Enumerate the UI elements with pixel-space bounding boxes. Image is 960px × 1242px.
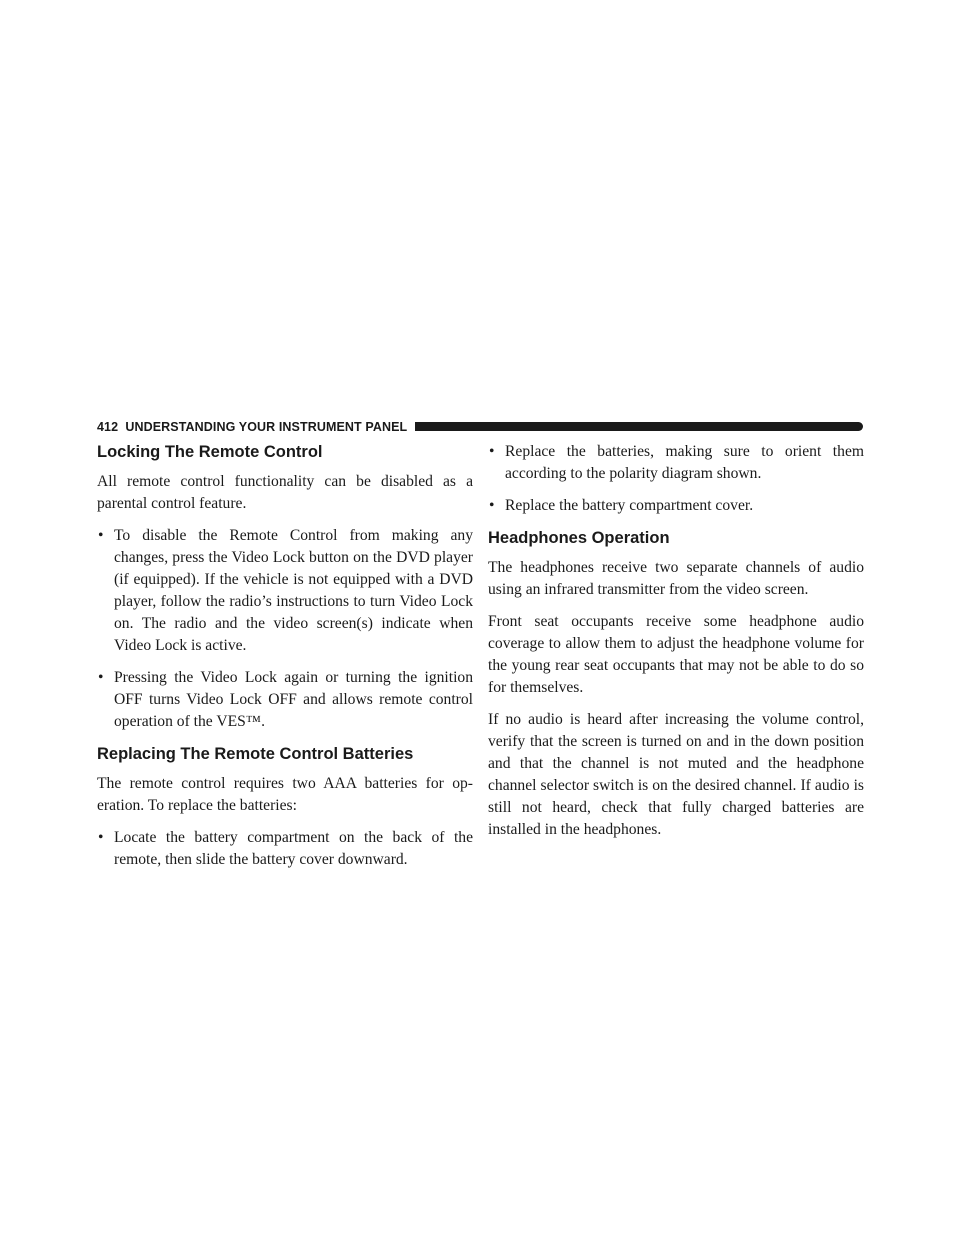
heading-batteries: Replacing The Remote Control Batteries <box>97 745 414 763</box>
bullet-list <box>488 441 864 517</box>
section-headphones <box>488 527 864 841</box>
section-batteries <box>97 743 473 871</box>
list-item: • Locate the battery compartment on the back of the remote, then slide the battery cover downward. <box>98 829 473 868</box>
bullet-icon: • <box>98 669 104 686</box>
list-item: • To disable the Remote Control from making any changes, press the Video Lock button on the DVD player (if equipped). If the vehicle is not equipped with a DVD player, follow the radio’s instructions to turn Video Lock on. The radio and the video screen(s) indicate when Video Lock is active. <box>98 527 473 654</box>
page-number: 412 <box>97 420 119 434</box>
bullet-icon: • <box>489 497 495 514</box>
paragraph: The remote control requires two AAA batteries for op- eration. To replace the batteries: <box>97 775 473 814</box>
heading-headphones: Headphones Operation <box>488 529 670 547</box>
paragraph: The headphones receive two separate channels of audio using an infrared transmitter from the video screen. <box>488 559 864 598</box>
bullet-icon: • <box>98 829 104 846</box>
section-locking <box>97 441 473 733</box>
left-column <box>97 441 473 881</box>
header-rule <box>415 422 863 431</box>
bullet-list <box>97 827 473 871</box>
bullet-icon: • <box>489 443 495 460</box>
paragraph: Front seat occupants receive some headphone audio coverage to allow them to adjust the headphone volume for the young rear seat occupants that may not be able to do so for themselves. <box>488 613 864 696</box>
list-item: • Replace the battery compartment cover. <box>488 495 864 517</box>
running-header <box>97 419 407 435</box>
page-header <box>97 419 863 435</box>
heading-locking: Locking The Remote Control <box>97 443 323 461</box>
bullet-list <box>97 525 473 733</box>
bullet-icon: • <box>98 527 104 544</box>
paragraph: All remote control functionality can be disabled as a parental control feature. <box>97 473 473 512</box>
right-column <box>488 441 864 851</box>
paragraph: If no audio is heard after increasing the volume control, verify that the screen is turned on and in the down position and that the channel is not muted and the headphone channel selector switch is on the desired channel. If audio is still not heard, check that fully charged batteries are installed in the headphones. <box>488 711 864 838</box>
chapter-title: UNDERSTANDING YOUR INSTRUMENT PANEL <box>125 420 408 434</box>
list-item: • Pressing the Video Lock again or turning the ignition OFF turns Video Lock OFF and allows remote control operation of the VES™. <box>98 669 473 730</box>
list-item: • Replace the batteries, making sure to orient them according to the polarity diagram shown. <box>489 443 864 482</box>
